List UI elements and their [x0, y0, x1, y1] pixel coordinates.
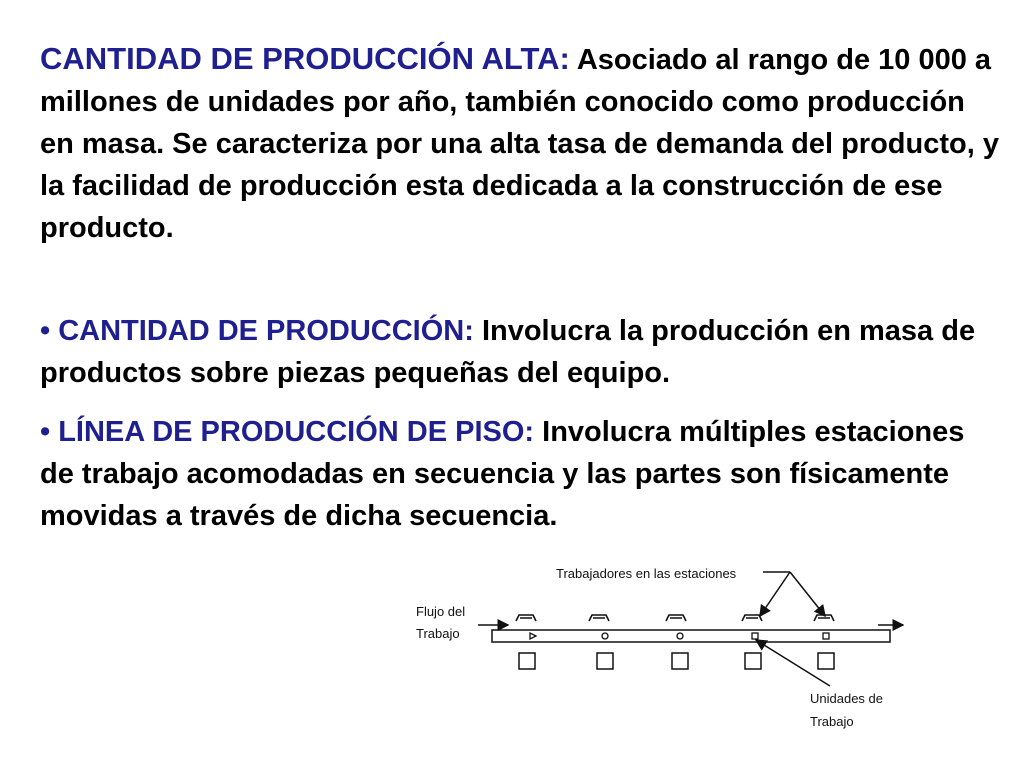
- conveyor-line: [492, 630, 890, 642]
- work-unit-icon: [677, 633, 683, 639]
- paragraph-floor-production-line: [40, 411, 1005, 537]
- station-box: [597, 653, 613, 669]
- text-production-quantity: Involucra la producción en masa de productos sobre piezas pequeñas del equipo.: [40, 315, 976, 389]
- flow-label-line1: Flujo del: [416, 604, 466, 619]
- flow-label-line2: Trabajo: [416, 626, 460, 641]
- production-line-diagram: [408, 558, 904, 738]
- heading-high-production: CANTIDAD DE PRODUCCIÓN ALTA:: [40, 41, 570, 76]
- units-label-line1: Unidades de: [810, 691, 883, 706]
- text-floor-production-line: Involucra múltiples estaciones de trabajo acomodadas en secuencia y las partes son físicamente movidas a través de dicha secuencia.: [40, 416, 965, 532]
- station-box: [745, 653, 761, 669]
- bullet-icon: •: [40, 416, 51, 448]
- work-unit-icon: [752, 633, 758, 639]
- worker-icon: [742, 615, 762, 621]
- worker-icon: [589, 615, 609, 621]
- units-label-line2: Trabajo: [810, 714, 854, 729]
- workers-arrow-1: [760, 572, 790, 616]
- workers-label: Trabajadores en las estaciones: [556, 566, 737, 581]
- work-unit-icon: [823, 633, 829, 639]
- station-box: [818, 653, 834, 669]
- worker-icon: [516, 615, 536, 621]
- work-unit-icon: [602, 633, 608, 639]
- heading-production-quantity: CANTIDAD DE PRODUCCIÓN:: [58, 315, 474, 347]
- paragraph-production-quantity: [40, 310, 1005, 394]
- units-arrow: [756, 640, 830, 686]
- workers-arrow-2: [790, 572, 825, 616]
- bullet-icon: •: [40, 315, 51, 347]
- heading-floor-production-line: LÍNEA DE PRODUCCIÓN DE PISO:: [58, 416, 535, 448]
- work-unit-icon: [530, 633, 536, 639]
- paragraph-high-production: [40, 38, 1005, 249]
- station-box: [672, 653, 688, 669]
- worker-icon: [666, 615, 686, 621]
- text-high-production: Asociado al rango de 10 000 a millones de unidades por año, también conocido como producción en masa. Se caracteriza por una alta tasa de demanda del producto, y la facilidad de producción esta dedicada a la construcción de ese producto.: [40, 44, 999, 244]
- station-box: [519, 653, 535, 669]
